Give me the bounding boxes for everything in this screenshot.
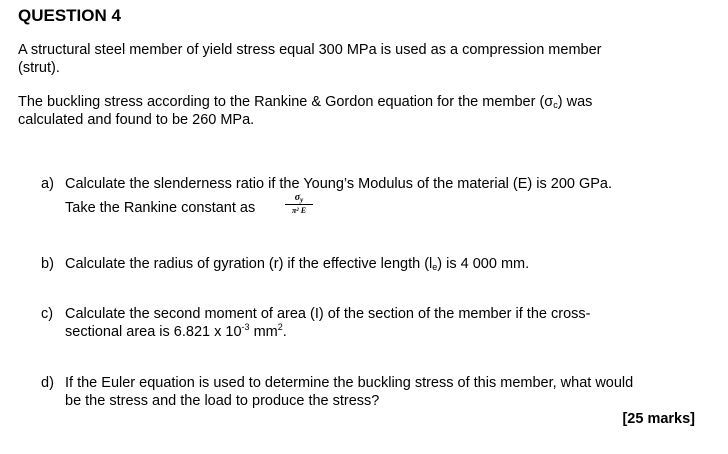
part-d-line-1: If the Euler equation is used to determine the buckling stress of this member, what would [65, 375, 634, 391]
intro-line-1: A structural steel member of yield stress equal 300 MPa is used as a compression member [18, 42, 602, 58]
part-b-line-1-pre: Calculate the radius of gyration (r) if the effective length (l [65, 256, 433, 272]
part-c-unit-exponent: 2 [277, 322, 283, 332]
question-title: QUESTION 4 [18, 6, 121, 25]
part-b-label: b) [41, 256, 54, 272]
fraction-bar [285, 204, 313, 205]
buckling-line-1-pre: The buckling stress according to the Rankine & Gordon equation for the member (σ [18, 94, 554, 110]
part-b-line-1 [65, 255, 529, 273]
part-c-exponent: -3 [241, 322, 250, 332]
fraction-numerator [283, 192, 315, 203]
part-d-line-2: be the stress and the load to produce the stress? [65, 393, 380, 409]
part-b-line-1-post: ) is 4 000 mm. [437, 256, 530, 272]
rankine-constant-fraction [283, 192, 315, 215]
total-marks: [25 marks] [622, 411, 695, 427]
buckling-sub: c [553, 100, 558, 110]
part-c-line-2-unit: mm [249, 324, 278, 340]
part-c-label: c) [41, 306, 54, 322]
part-a-line-1: Calculate the slenderness ratio if the Young’s Modulus of the material (E) is 200 GPa. [65, 176, 613, 192]
buckling-line-2: calculated and found to be 260 MPa. [18, 112, 255, 128]
fraction-numerator-symbol: σ [294, 192, 301, 203]
fraction-numerator-sub: y [300, 196, 304, 204]
part-b-sub: e [432, 262, 438, 272]
part-a-line-2: Take the Rankine constant as [65, 200, 256, 216]
part-c-line-2 [65, 323, 287, 341]
part-c-line-1: Calculate the second moment of area (I) of the section of the member if the cross- [65, 306, 591, 322]
part-c-line-2-post: . [282, 324, 287, 340]
part-a-label: a) [41, 176, 54, 192]
buckling-line-1 [18, 93, 592, 111]
part-d-label: d) [41, 375, 54, 391]
part-c-line-2-pre: sectional area is 6.821 x 10 [65, 324, 242, 340]
buckling-line-1-post: ) was [557, 94, 593, 110]
fraction-denominator: π² E [291, 206, 307, 215]
intro-line-2: (strut). [18, 60, 60, 76]
